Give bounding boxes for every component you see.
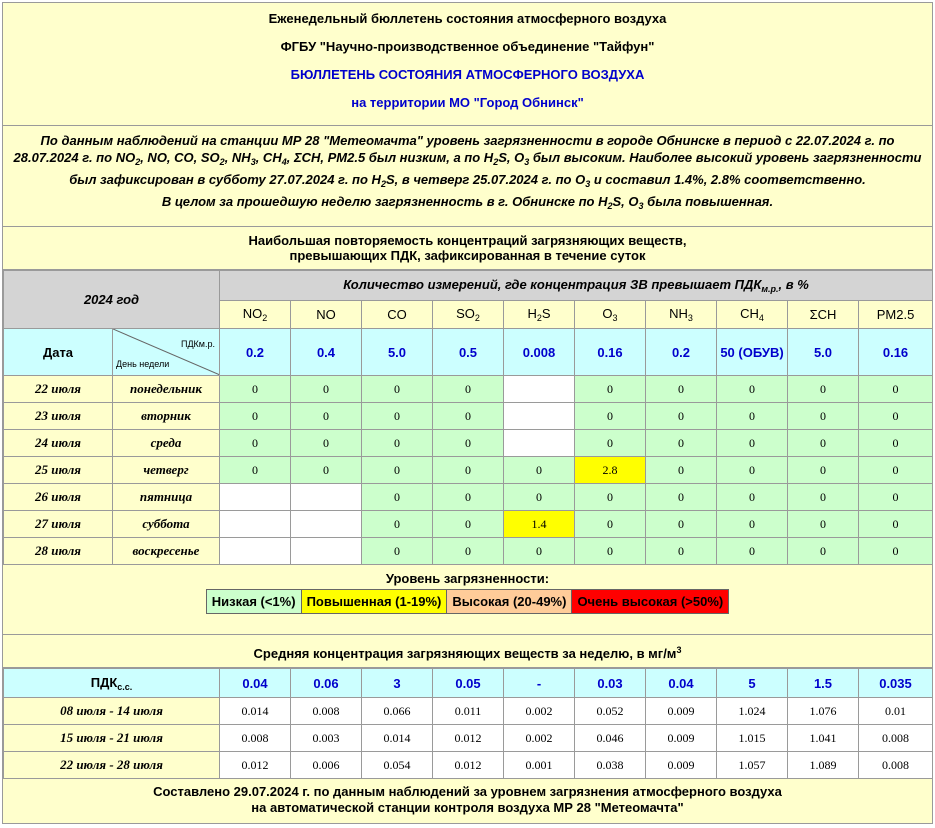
header-line-4: на территории МО "Город Обнинск" [351,95,584,110]
row-period: 15 июля - 21 июля [4,725,220,752]
exceedance-cell: 0 [575,538,646,565]
average-cell: 0.014 [362,725,433,752]
exceedance-cell [291,484,362,511]
exceedance-cell: 0 [504,457,575,484]
row-date: 27 июля [4,511,113,538]
bulletin-page [2,2,933,824]
pollutant-nh3: $NH_3$ [646,301,717,329]
average-cell: 0.038 [575,752,646,779]
pdk-value: 5.0 [362,329,433,376]
pdk-value: 0.4 [291,329,362,376]
header-line-1: Еженедельный бюллетень состояния атмосферного воздуха [268,11,667,26]
exceedance-cell: 0 [291,457,362,484]
pdk-ss-value: 0.04 [220,669,291,698]
diagonal-header-cell [113,329,220,376]
summary-text: По данным наблюдений на станции МР 28 "Метеомачта" уровень загрязненности в городе Обнинске в период с 22.07.2024 г. по 28.07.2024 г. по [13,133,895,165]
pdk-value: 5.0 [788,329,859,376]
exceedance-cell: 0 [433,376,504,403]
exceedance-cell [220,538,291,565]
average-cell: 0.012 [433,725,504,752]
legend-low: Низкая (<1%) [207,590,302,613]
summary-text: и составил 1.4%, 2.8% соответственно. [590,172,866,187]
exceedance-cell: 0 [291,430,362,457]
weekday-corner-label: День недели [116,359,170,369]
exceedance-cell: 0 [362,457,433,484]
exceedance-cell: 0 [220,430,291,457]
measure-label: Количество измерений, где концентрация ЗВ превышает ПДК [343,277,762,292]
average-cell: 0.006 [291,752,362,779]
exceedance-cell: 0 [433,403,504,430]
exceedance-cell: 0 [788,457,859,484]
row-date: 22 июля [4,376,113,403]
exceedance-cell: 0 [646,403,717,430]
average-cell: 0.01 [859,698,933,725]
pdk-ss-value: 1.5 [788,669,859,698]
row-weekday: суббота [113,511,220,538]
exceedance-cell: 0 [504,538,575,565]
table-row [4,752,933,779]
exceedance-cell: 0 [362,376,433,403]
pollutant-pm25: PM2.5 [859,301,933,329]
measure-label-sub: м.р. [761,284,779,294]
measure-label-suffix: , в % [778,277,809,292]
exceedance-cell: 0 [717,457,788,484]
year-header [4,271,220,329]
pdk-ss-label-sub: с.с. [117,681,133,692]
exceedance-cell: 0 [291,403,362,430]
table-row [4,484,933,511]
repeatability-title [3,227,932,270]
measure-header [220,271,933,301]
exceedance-cell: 0 [504,484,575,511]
table-row [4,403,933,430]
date-label: Дата [42,344,74,360]
exceedance-cell: 0 [362,403,433,430]
average-cell: 0.052 [575,698,646,725]
footer-line: на автоматической станции контроля воздуха МР 28 "Метеомачта" [251,800,684,815]
summary-text: был высоким. Наиболее высокий уровень загрязненности был зафиксирован в субботу 27.07.2024 г. по [69,150,922,187]
exceedance-cell: 0 [646,430,717,457]
exceedance-cell: 0 [717,538,788,565]
summary-text: В целом за прошедшую неделю загрязненность в г. Обнинске по [161,194,599,209]
exceedance-cell: 0 [646,376,717,403]
exceedance-cell: 0 [717,376,788,403]
pdk-ss-value: 5 [717,669,788,698]
repeatability-title-line: Наибольшая повторяемость концентраций загрязняющих веществ, [248,233,687,248]
pdk-ss-value: 0.06 [291,669,362,698]
row-weekday: воскресенье [113,538,220,565]
exceedance-cell: 0 [788,376,859,403]
row-weekday: пятница [113,484,220,511]
exceedance-cell: 0 [717,430,788,457]
table-row [4,376,933,403]
exceedance-cell: 0 [575,403,646,430]
exceedance-cell: 0 [291,376,362,403]
exceedance-cell: 0 [646,484,717,511]
exceedance-cell [291,511,362,538]
exceedance-cell: 0 [646,457,717,484]
header-line-2: ФГБУ "Научно-производственное объединение "Тайфун" [280,39,655,54]
exceedance-cell: 0 [433,511,504,538]
row-date: 24 июля [4,430,113,457]
exceedance-cell: 0 [717,484,788,511]
exceedance-cell: 0 [859,376,933,403]
pdk-mr-row [4,329,933,376]
row-date: 28 июля [4,538,113,565]
table-row [4,511,933,538]
average-cell: 0.008 [291,698,362,725]
exceedance-cell: 0 [859,457,933,484]
average-cell: 1.089 [788,752,859,779]
row-weekday: среда [113,430,220,457]
exceedance-cell: 0 [433,430,504,457]
pdk-corner-label: ПДКм.р. [180,339,215,349]
summary-text: , ΣCH, PM2.5 был низким, а по [286,150,484,165]
exceedance-cell: 0 [220,376,291,403]
average-cell: 0.008 [859,725,933,752]
exceedance-cell: 0 [433,538,504,565]
average-cell: 0.003 [291,725,362,752]
pollutant-h2s: $H_2S$ [504,301,575,329]
pdk-ss-row [4,669,933,698]
exceedance-cell: 0 [788,403,859,430]
legend-section [3,565,932,635]
average-title [3,635,932,668]
pdk-ss-value: 0.05 [433,669,504,698]
pollutant-no2: $NO_2$ [220,301,291,329]
row-weekday: понедельник [113,376,220,403]
pdk-value: 0.16 [575,329,646,376]
summary-text: , NO, CO, [140,150,201,165]
average-cell: 1.015 [717,725,788,752]
legend-elevated: Повышенная (1-19%) [302,590,448,613]
exceedance-cell [504,430,575,457]
pdk-value: 0.16 [859,329,933,376]
average-cell: 0.014 [220,698,291,725]
summary-text: , в четверг 25.07.2024 г. по [394,172,576,187]
exceedance-cell: 0 [788,511,859,538]
exceedance-cell [220,484,291,511]
exceedance-cell: 2.8 [575,457,646,484]
legend [206,589,730,614]
pdk-value: 0.5 [433,329,504,376]
summary-text: была повышенная. [643,194,774,209]
exceedance-cell: 0 [646,538,717,565]
exceedance-cell: 0 [575,511,646,538]
exceedance-cell: 0 [788,538,859,565]
header-line-3: БЮЛЛЕТЕНЬ СОСТОЯНИЯ АТМОСФЕРНОГО ВОЗДУХА [290,67,645,82]
table-row [4,457,933,484]
pdk-ss-value: - [504,669,575,698]
exceedance-cell: 0 [575,484,646,511]
exceedance-cell: 0 [859,430,933,457]
average-cell: 0.009 [646,698,717,725]
exceedance-cell [504,376,575,403]
pdk-ss-value: 0.035 [859,669,933,698]
table-row [4,538,933,565]
exceedance-cell [291,538,362,565]
exceedance-cell: 0 [433,484,504,511]
average-cell: 0.009 [646,752,717,779]
table-row [4,725,933,752]
pollutant-sch: ΣCH [788,301,859,329]
pdk-ss-value: 0.03 [575,669,646,698]
year-label: 2024 год [83,292,140,307]
exceedance-cell: 1.4 [504,511,575,538]
exceedance-cell: 0 [788,430,859,457]
pollutant-so2: $SO_2$ [433,301,504,329]
exceedance-cell: 0 [433,457,504,484]
average-cell: 1.024 [717,698,788,725]
exceedance-cell: 0 [859,538,933,565]
average-cell: 0.008 [859,752,933,779]
exceedance-cell [220,511,291,538]
average-cell: 0.009 [646,725,717,752]
average-cell: 1.057 [717,752,788,779]
pdk-ss-label [4,669,220,698]
exceedance-cell: 0 [646,511,717,538]
bulletin-header [3,3,932,126]
legend-very-high: Очень высокая (>50%) [572,590,728,613]
exceedance-cell: 0 [788,484,859,511]
average-cell: 0.002 [504,698,575,725]
exceedance-cell: 0 [362,538,433,565]
exceedance-cell: 0 [717,403,788,430]
pdk-value: 50 (ОБУВ) [717,329,788,376]
exceedance-cell: 0 [859,484,933,511]
exceedance-cell: 0 [717,511,788,538]
footer-line: Составлено 29.07.2024 г. по данным наблюдений за уровнем загрязнения атмосферного воздуха [153,784,782,799]
table-row [4,698,933,725]
pollutant-ch4: $CH_4$ [717,301,788,329]
average-cell: 0.001 [504,752,575,779]
repeatability-title-line: превышающих ПДК, зафиксированная в течение суток [289,248,646,263]
exceedance-cell: 0 [362,511,433,538]
exceedance-cell: 0 [362,430,433,457]
date-column-header [4,329,113,376]
daily-rows [4,376,933,565]
average-rows [4,698,933,779]
average-cell: 0.066 [362,698,433,725]
average-cell: 0.011 [433,698,504,725]
average-cell: 0.012 [433,752,504,779]
table-row [4,430,933,457]
summary-paragraph: По данным наблюдений на станции МР 28 "Метеомачта" уровень загрязненности в городе Обнинске в период с 22.07.2024 г. по 28.07.2024 г. по $NO_2$, NO, CO, $SO_2$, $NH_3$, $CH_4$, ΣCH, PM2.5 был низким, а по $H_2S$, $O_3$ был высоким. Наиболее высокий уровень загрязненности был зафиксирован в субботу 27.07.2024 г. по $H_2S$, в четверг 25.07.2024 г. по $O_3$ и составил 1.4%, 2.8% соответственно. В целом за прошедшую неделю загрязненность в г. Обнинске по $H_2S$, $O_3$ была повышенная. [3,126,932,227]
bulletin-footer [3,779,932,823]
exceedance-table [3,270,933,565]
exceedance-cell: 0 [220,403,291,430]
pdk-ss-value: 3 [362,669,433,698]
pdk-value: 0.2 [646,329,717,376]
legend-high: Высокая (20-49%) [447,590,572,613]
average-cell: 0.008 [220,725,291,752]
average-cell: 0.046 [575,725,646,752]
pdk-value: 0.2 [220,329,291,376]
average-title-text: Средняя концентрация загрязняющих веществ за неделю, в мг/м [253,646,677,661]
row-weekday: вторник [113,403,220,430]
exceedance-cell: 0 [859,403,933,430]
exceedance-cell: 0 [575,430,646,457]
average-cell: 0.012 [220,752,291,779]
row-date: 25 июля [4,457,113,484]
legend-title: Уровень загрязненности: [385,571,550,586]
pdk-ss-value: 0.04 [646,669,717,698]
pollutant-no: NO [291,301,362,329]
exceedance-cell: 0 [362,484,433,511]
average-cell: 0.002 [504,725,575,752]
row-weekday: четверг [113,457,220,484]
average-table [3,668,933,779]
average-cell: 1.041 [788,725,859,752]
exceedance-cell [504,403,575,430]
average-cell: 0.054 [362,752,433,779]
row-date: 23 июля [4,403,113,430]
average-cell: 1.076 [788,698,859,725]
exceedance-cell: 0 [220,457,291,484]
average-title-sup: 3 [676,645,682,655]
exceedance-cell: 0 [575,376,646,403]
row-date: 26 июля [4,484,113,511]
pdk-ss-label-text: ПДК [90,674,118,690]
row-period: 08 июля - 14 июля [4,698,220,725]
row-period: 22 июля - 28 июля [4,752,220,779]
exceedance-cell: 0 [859,511,933,538]
pollutant-co: CO [362,301,433,329]
pollutant-o3: $O_3$ [575,301,646,329]
pdk-value: 0.008 [504,329,575,376]
